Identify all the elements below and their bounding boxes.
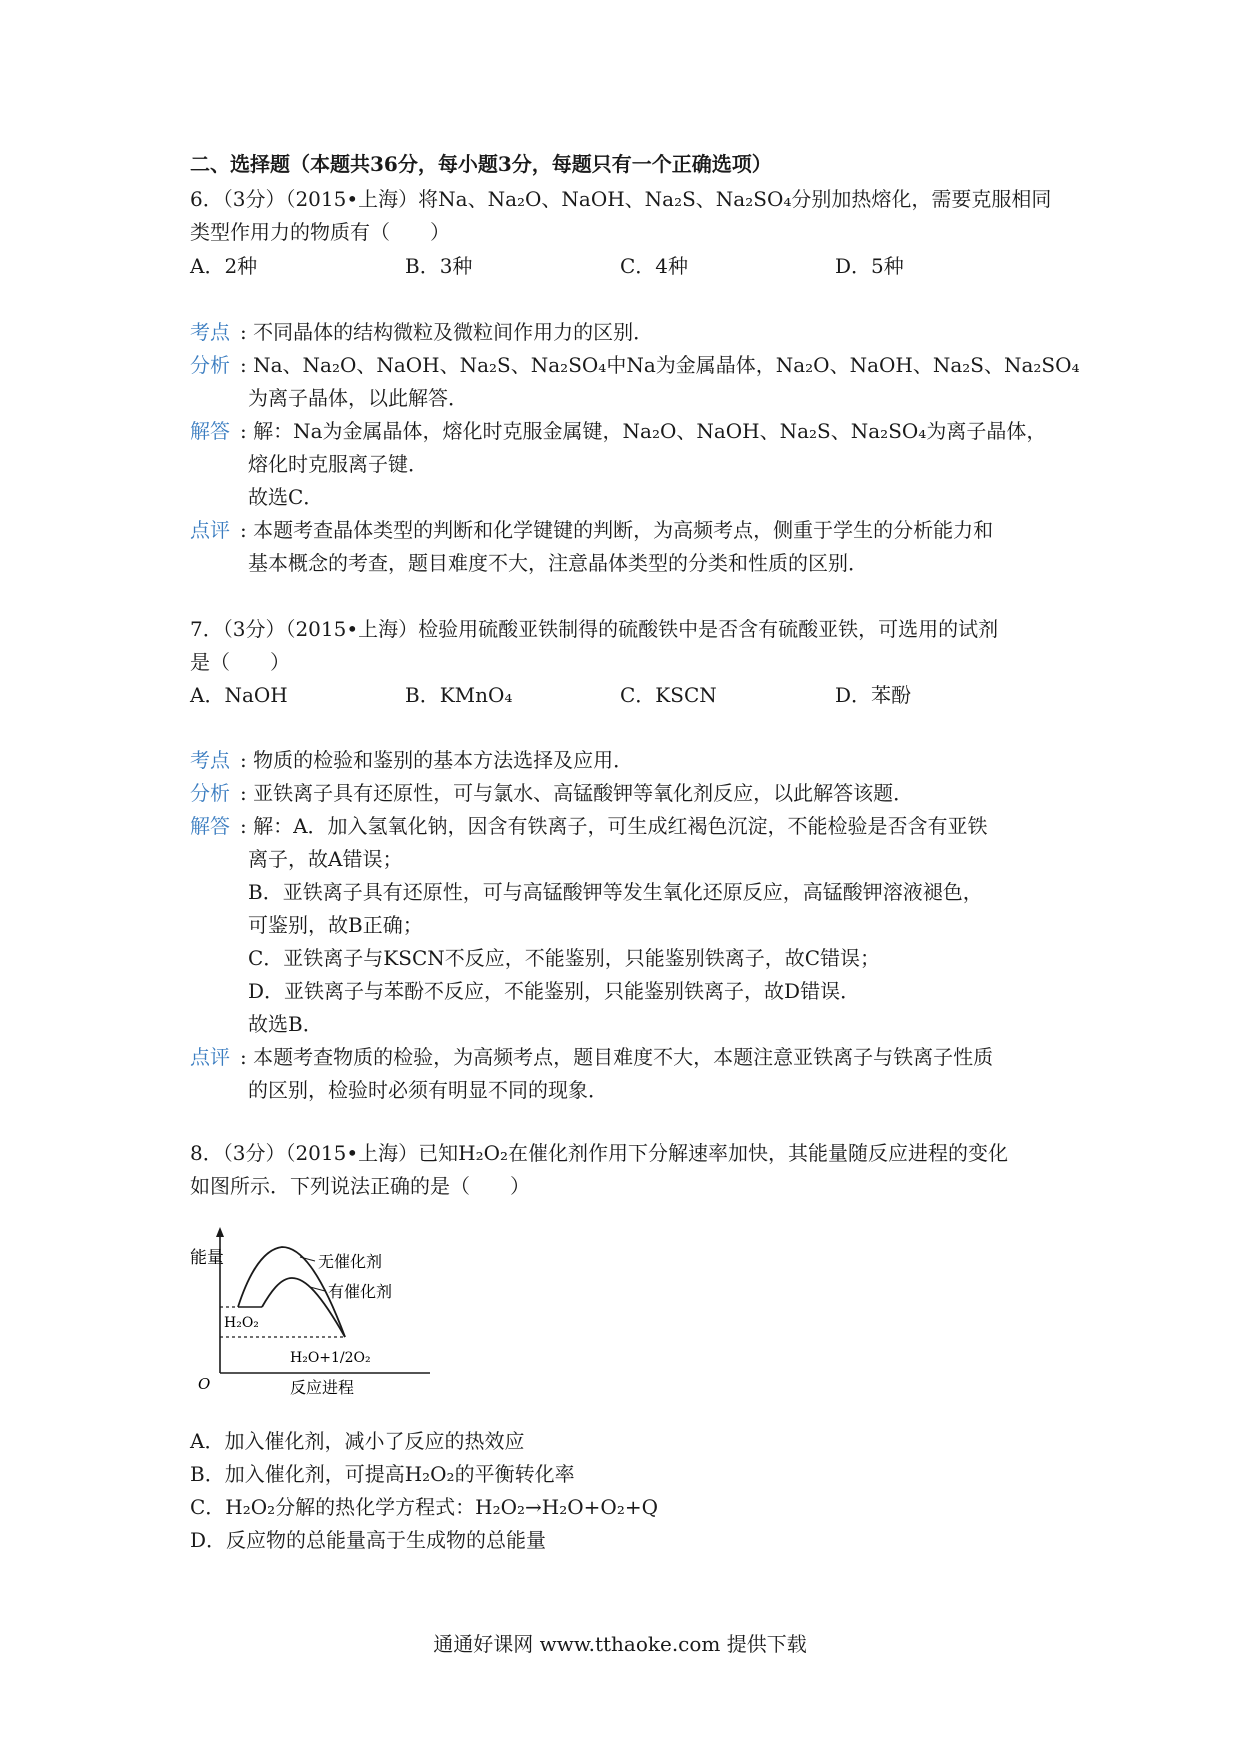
q6-jieda-label: 解答 — [190, 419, 230, 443]
q6-dianping-line-1: : 本题考查晶体类型的判断和化学键键的判断，为高频考点，侧重于学生的分析能力和 — [240, 518, 994, 542]
y-axis-arrow — [216, 1227, 224, 1237]
q7-jieda-label: 解答 — [190, 814, 230, 838]
origin-label: O — [198, 1375, 211, 1393]
q6-option-a: A．2种 — [190, 254, 258, 278]
q6-fenxi-line-1: : Na、Na₂O、NaOH、Na₂S、Na₂SO₄中Na为金属晶体，Na₂O、NaOH、Na₂S、Na₂SO₄ — [240, 353, 1080, 377]
q6-option-c: C．4种 — [620, 254, 689, 278]
q7-option-c: C．KSCN — [620, 683, 717, 707]
leader-no-catalyst — [300, 1257, 315, 1261]
q8-option-c: C．H₂O₂分解的热化学方程式：H₂O₂→H₂O+O₂+Q — [190, 1495, 658, 1519]
q7-stem-line-1: 7．（3分）（2015•上海）检验用硫酸亚铁制得的硫酸铁中是否含有硫酸亚铁，可选用的试剂 — [190, 617, 999, 641]
q7-jieda-line-6: D．亚铁离子与苯酚不反应，不能鉴别，只能鉴别铁离子，故D错误． — [248, 979, 861, 1003]
q7-option-a: A．NaOH — [190, 683, 288, 707]
q8-option-d: D．反应物的总能量高于生成物的总能量 — [190, 1528, 547, 1552]
reactant-label: H₂O₂ — [224, 1315, 259, 1331]
q6-fenxi-line-2: 为离子晶体，以此解答． — [248, 386, 468, 410]
q6-dianping-line-2: 基本概念的考查，题目难度不大，注意晶体类型的分类和性质的区别． — [248, 551, 868, 575]
q6-kaodian-text: : 不同晶体的结构微粒及微粒间作用力的区别． — [240, 320, 654, 344]
q6-fenxi-label: 分析 — [190, 353, 230, 377]
q7-option-d: D．苯酚 — [835, 683, 912, 707]
q7-jieda-line-3: B．亚铁离子具有还原性，可与高锰酸钾等发生氧化还原反应，高锰酸钾溶液褪色， — [248, 880, 983, 904]
q7-jieda-line-7: 故选B． — [248, 1012, 323, 1036]
q6-stem-line-1: 6．（3分）（2015•上海）将Na、Na₂O、NaOH、Na₂S、Na₂SO₄分别加热熔化，需要克服相同 — [190, 187, 1052, 211]
q7-kaodian-label: 考点 — [190, 748, 230, 772]
q7-jieda-line-1: : 解：A．加入氢氧化钠，因含有铁离子，可生成红褐色沉淀，不能检验是否含有亚铁 — [240, 814, 988, 838]
q6-dianping-label: 点评 — [190, 518, 230, 542]
section-title: 二、选择题（本题共36分，每小题3分，每题只有一个正确选项） — [190, 152, 772, 176]
q7-fenxi-label: 分析 — [190, 781, 230, 805]
q8-stem-line-2: 如图所示．下列说法正确的是（ ） — [190, 1174, 530, 1198]
q6-jieda-line-3: 故选C． — [248, 485, 324, 509]
curve-catalyst-label: 有催化剂 — [328, 1282, 393, 1301]
q7-option-b: B．KMnO₄ — [405, 683, 513, 707]
q6-jieda-line-1: : 解：Na为金属晶体，熔化时克服金属键，Na₂O、NaOH、Na₂S、Na₂SO₄为离子晶体， — [240, 419, 1047, 443]
curve-no-catalyst-label: 无催化剂 — [318, 1252, 383, 1271]
q6-option-b: B．3种 — [405, 254, 473, 278]
q6-stem-line-2: 类型作用力的物质有（ ） — [190, 220, 450, 244]
q7-dianping-line-2: 的区别，检验时必须有明显不同的现象． — [248, 1078, 608, 1102]
q8-option-b: B．加入催化剂，可提高H₂O₂的平衡转化率 — [190, 1462, 575, 1486]
product-label: H₂O+1/2O₂ — [290, 1350, 371, 1366]
q8-option-a: A．加入催化剂，减小了反应的热效应 — [190, 1429, 525, 1453]
energy-diagram — [190, 1225, 460, 1395]
x-axis-label: 反应进程 — [290, 1378, 355, 1395]
q6-jieda-line-2: 熔化时克服离子键． — [248, 452, 428, 476]
y-axis-label-1: 能量 — [190, 1248, 224, 1268]
q6-option-d: D．5种 — [835, 254, 904, 278]
q8-stem-line-1: 8．（3分）（2015•上海）已知H₂O₂在催化剂作用下分解速率加快，其能量随反应进程的变化 — [190, 1141, 1009, 1165]
q7-dianping-line-1: : 本题考查物质的检验，为高频考点，题目难度不大，本题注意亚铁离子与铁离子性质 — [240, 1045, 994, 1069]
q7-fenxi-text: : 亚铁离子具有还原性，可与氯水、高锰酸钾等氧化剂反应，以此解答该题． — [240, 781, 914, 805]
q7-stem-line-2: 是（ ） — [190, 650, 290, 674]
q7-jieda-line-5: C．亚铁离子与KSCN不反应，不能鉴别，只能鉴别铁离子，故C错误； — [248, 946, 881, 970]
page-footer: 通通好课网 www.tthaoke.com 提供下载 — [433, 1632, 807, 1656]
q7-jieda-line-4: 可鉴别，故B正确； — [248, 913, 423, 937]
q7-kaodian-text: : 物质的检验和鉴别的基本方法选择及应用． — [240, 748, 634, 772]
q7-jieda-line-2: 离子，故A错误； — [248, 847, 403, 871]
q6-kaodian-label: 考点 — [190, 320, 230, 344]
q7-dianping-label: 点评 — [190, 1045, 230, 1069]
